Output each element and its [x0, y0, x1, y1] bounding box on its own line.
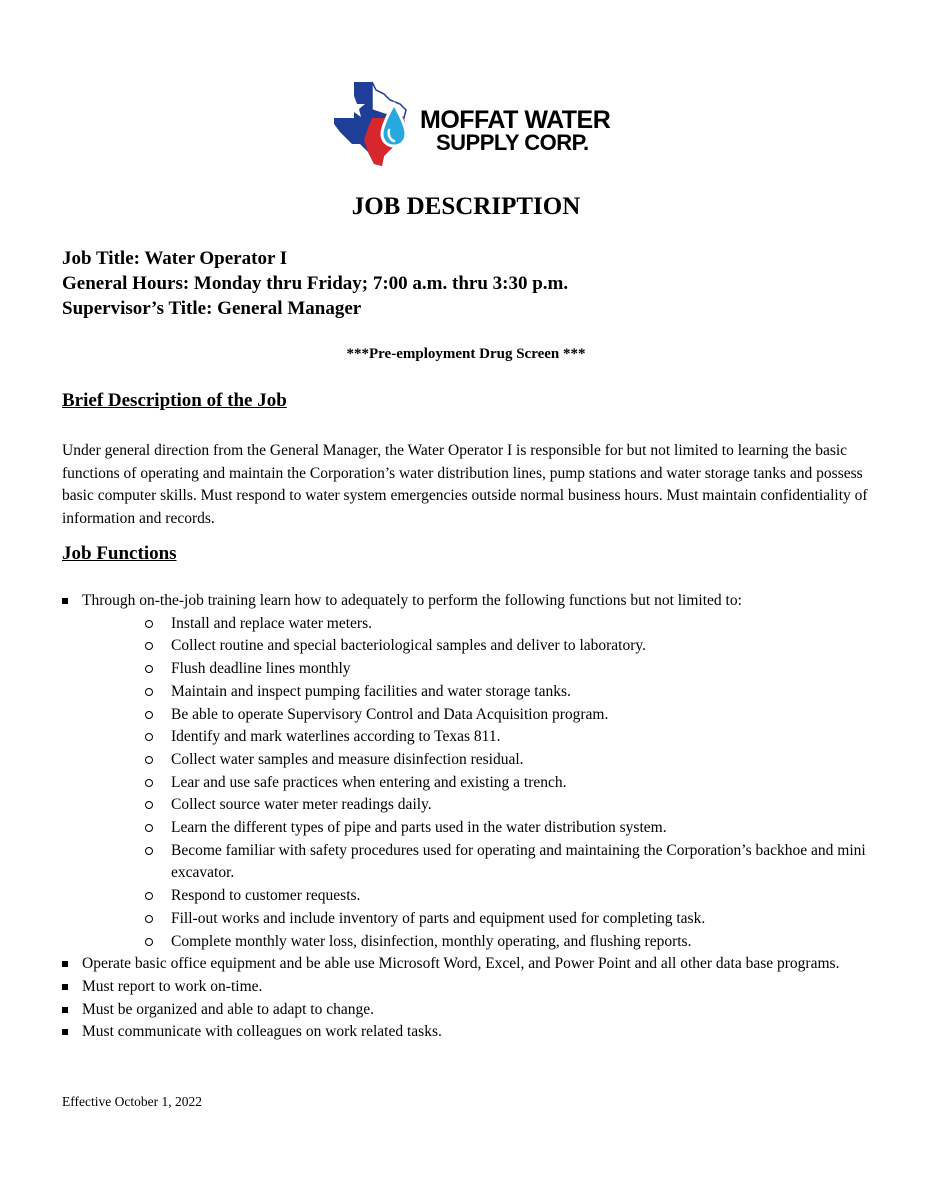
list-item-text: Operate basic office equipment and be able use Microsoft Word, Excel, and Power Point and all other data base programs. — [82, 955, 840, 973]
texas-water-drop-icon — [332, 80, 422, 168]
list-item-text: Be able to operate Supervisory Control and Data Acquisition program. — [171, 705, 609, 723]
list-item — [62, 1021, 882, 1044]
bullet-circle-icon — [145, 688, 153, 696]
list-item-text: Through on-the-job training learn how to adequately to perform the following functions but not limited to: — [82, 592, 742, 609]
bullet-circle-icon — [145, 733, 153, 741]
page-title: JOB DESCRIPTION — [351, 193, 581, 220]
bullet-square-icon — [62, 984, 68, 990]
list-item-text: Must be organized and able to adapt to change. — [82, 1000, 374, 1018]
list-item — [62, 976, 882, 999]
bullet-circle-icon — [145, 665, 153, 673]
list-item-text: Install and replace water meters. — [171, 614, 372, 632]
list-item — [62, 772, 882, 795]
list-item-text: Maintain and inspect pumping facilities and water storage tanks. — [171, 682, 571, 700]
bullet-circle-icon — [145, 847, 153, 855]
list-item-text: Flush deadline lines monthly — [171, 660, 351, 678]
brief-description-text: Under general direction from the General Manager, the Water Operator I is responsible for but not limited to learning the basic functions of operating and maintain the Corporation’s water distribution lines, pump stations and water storage tanks and possess basic computer skills. Must respond to water system emergencies outside normal business hours. Must maintain confidentiality of information and records. — [62, 442, 868, 528]
bullet-circle-icon — [145, 938, 153, 946]
list-item — [62, 840, 882, 885]
list-item — [62, 749, 882, 772]
bullet-circle-icon — [145, 824, 153, 832]
effective-date: Effective October 1, 2022 — [62, 1094, 202, 1109]
list-item-text: Must communicate with colleagues on work related tasks. — [82, 1023, 442, 1041]
list-item — [62, 681, 882, 704]
list-item — [62, 931, 882, 954]
list-item — [62, 658, 882, 681]
logo-line-2: SUPPLY CORP. — [436, 130, 589, 155]
bullet-circle-icon — [145, 620, 153, 628]
list-item-text: Collect source water meter readings daily. — [171, 796, 432, 814]
list-item — [62, 999, 882, 1022]
list-item — [62, 726, 882, 749]
list-item-text: Become familiar with safety procedures used for operating and maintaining the Corporation’s backhoe and mini excavator. — [171, 841, 866, 882]
bullet-circle-icon — [145, 801, 153, 809]
supervisor-title: Supervisor’s Title: General Manager — [62, 298, 362, 319]
functions-list — [62, 590, 882, 1044]
list-item — [62, 953, 882, 976]
list-item-text: Learn the different types of pipe and parts used in the water distribution system. — [171, 819, 667, 837]
list-item-text: Respond to customer requests. — [171, 887, 361, 905]
list-item-text: Complete monthly water loss, disinfection, monthly operating, and flushing reports. — [171, 932, 692, 950]
drug-screen-notice: ***Pre-employment Drug Screen *** — [346, 346, 586, 362]
general-hours: General Hours: Monday thru Friday; 7:00 a.m. thru 3:30 p.m. — [62, 273, 569, 294]
bullet-square-icon — [62, 598, 68, 604]
logo-wordmark — [420, 108, 610, 154]
brief-description-heading: Brief Description of the Job — [62, 390, 287, 411]
list-item — [62, 885, 882, 908]
list-item-text: Identify and mark waterlines according to Texas 811. — [171, 728, 501, 746]
bullet-circle-icon — [145, 779, 153, 787]
job-title: Job Title: Water Operator I — [62, 248, 288, 269]
job-info — [62, 246, 568, 321]
bullet-square-icon — [62, 961, 68, 967]
job-functions-list — [62, 590, 882, 1044]
bullet-circle-icon — [145, 711, 153, 719]
bullet-circle-icon — [145, 915, 153, 923]
job-functions-heading: Job Functions — [62, 543, 177, 564]
bullet-circle-icon — [145, 892, 153, 900]
list-item — [62, 613, 882, 636]
list-item-text: Lear and use safe practices when entering and existing a trench. — [171, 773, 567, 791]
list-item-text: Fill-out works and include inventory of parts and equipment used for completing task. — [171, 909, 706, 927]
list-item — [62, 635, 882, 658]
list-item — [62, 590, 882, 613]
logo-line-1: MOFFAT WATER — [420, 106, 611, 134]
list-item-text: Must report to work on-time. — [82, 977, 263, 995]
bullet-circle-icon — [145, 642, 153, 650]
list-item — [62, 704, 882, 727]
list-item-text: Collect water samples and measure disinfection residual. — [171, 750, 524, 768]
list-item — [62, 794, 882, 817]
list-item — [62, 817, 882, 840]
bullet-circle-icon — [145, 756, 153, 764]
list-item — [62, 908, 882, 931]
list-item-text: Collect routine and special bacteriological samples and deliver to laboratory. — [171, 637, 647, 655]
bullet-square-icon — [62, 1007, 68, 1013]
company-logo — [332, 80, 611, 168]
bullet-square-icon — [62, 1029, 68, 1035]
